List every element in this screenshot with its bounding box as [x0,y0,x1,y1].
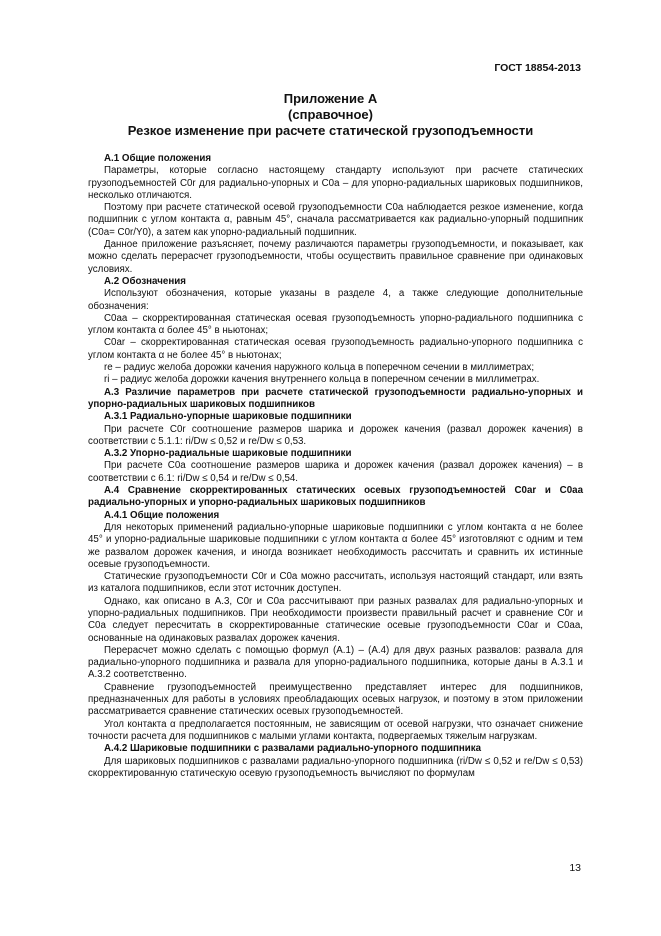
symbol-definition: C0aa – скорректированная статическая осевая грузоподъемность упорно-радиального подшипника с углом контакта α более 45° в ньютонах; [88,312,583,337]
paragraph: Параметры, которые согласно настоящему стандарту используют при расчете статических грузоподъемностей C0r для радиально-упорных и C0a – для упорно-радиальных шариковых подшипников, несколько отличаются. [88,165,583,201]
symbol-definition: C0ar – скорректированная статическая осевая грузоподъемность радиально-упорного подшипника с углом контакта α не более 45° в ньютонах; [88,337,583,361]
standard-header: ГОСТ 18854-2013 [494,62,581,74]
appendix-title: Приложение А [283,91,378,106]
paragraph: Перерасчет можно сделать с помощью формул (А.1) – (А.4) для двух разных развалов: развала для радиально-упорного подшипника и развала для упорно-радиального подшипника, которые даны в А.3.1 и А.3.2 соответственно. [88,644,583,681]
subsection-heading: А.3.1 Радиально-упорные шариковые подшипники [104,411,352,423]
section-heading: А.3 Различие параметров при расчете статической грузоподъемности радиально-упорных и упорно-радиальных шариковых подшипников [88,386,583,410]
page-number: 13 [569,862,581,874]
paragraph: Угол контакта α предполагается постоянным, не зависящим от осевой нагрузки, что означает снижение точности расчета для подшипников с малыми углами контакта, подвергаемых тяжелым нагрузкам. [88,718,583,742]
document-body [88,153,583,780]
paragraph: При расчете C0r соотношение размеров шарика и дорожек качения (развал дорожек качения) в соответствии с 5.1.1: ri/Dw ≤ 0,52 и re/Dw ≤ 0,53. [88,423,583,447]
section-heading: А.2 Обозначения [104,275,186,287]
subsection-heading: А.4.2 Шариковые подшипники с развалами радиально-упорного подшипника [104,743,482,755]
appendix-subject: Резкое изменение при расчете статической грузоподъемности [127,123,534,138]
appendix-title-block [80,91,581,139]
subsection-heading: А.3.2 Упорно-радиальные шариковые подшипники [104,448,352,460]
section-heading: А.4 Сравнение скорректированных статических осевых грузоподъемностей C0ar и C0aa радиально-упорных и упорно-радиальных шариковых подшипников [88,485,583,509]
paragraph: Для некоторых применений радиально-упорные шариковые подшипники с углом контакта α не более 45° и упорно-радиальные шариковые подшипники с углом контакта α более 45° изготовляют с одним и тем же развалом дорожек качения, и иногда возникает необходимость рассчитать и сравнить их истинные осевые грузоподъемности. [88,521,583,570]
paragraph: Статические грузоподъемности C0r и C0a можно рассчитать, используя настоящий стандарт, или взять из каталога подшипников, если этот источник доступен. [88,571,583,595]
paragraph: Для шариковых подшипников с развалами радиально-упорного подшипника (ri/Dw ≤ 0,52 и re/Dw ≤ 0,53) скорректированную статическую осевую грузоподъемность вычисляют по формулам [88,755,583,779]
paragraph: Поэтому при расчете статической осевой грузоподъемности C0a наблюдается резкое изменение, когда подшипник с углом контакта α, равным 45°, сначала рассматривается как радиально-упорный подшипник (C0a= C0r/Y0), а затем как упорно-радиальный подшипник. [88,202,583,238]
paragraph: Сравнение грузоподъемностей преимущественно представляет интерес для подшипников, предназначенных для работы в условиях преобладающих осевых нагрузок, и поэтому в этом приложении рассматривается сравнение статических осевых грузоподъемностей. [88,681,583,718]
paragraph: Однако, как описано в А.3, C0r и C0a рассчитывают при разных развалах для радиально-упорных и упорно-радиальных подшипников. При необходимости произвести правильный расчет и сравнение C0r и C0a следует пересчитать в скорректированные статические осевые грузоподъемности C0ar и C0aa, основанные на одинаковых развалах дорожек качения. [88,595,583,644]
section-heading: А.1 Общие положения [104,153,212,164]
paragraph: Используют обозначения, которые указаны в разделе 4, а также следующие дополнительные обозначения: [88,288,583,312]
subsection-heading: А.4.1 Общие положения [104,509,220,521]
appendix-type: (справочное) [288,107,373,122]
symbol-definition: re – радиус желоба дорожки качения наружного кольца в поперечном сечении в миллиметрах; [104,362,535,374]
symbol-definition: ri – радиус желоба дорожки качения внутреннего кольца в поперечном сечении в миллиметрах. [104,374,540,386]
paragraph: При расчете C0a соотношение размеров шарика и дорожек качения (развал дорожек качения) – в соответствии с 6.1: ri/Dw ≤ 0,54 и re/Dw ≤ 0,54. [88,460,583,484]
paragraph: Данное приложение разъясняет, почему различаются параметры грузоподъемности, и показывает, как можно сделать перерасчет грузоподъемности, чтобы осуществить правильное сравнение при одинаковых условиях. [88,239,583,275]
